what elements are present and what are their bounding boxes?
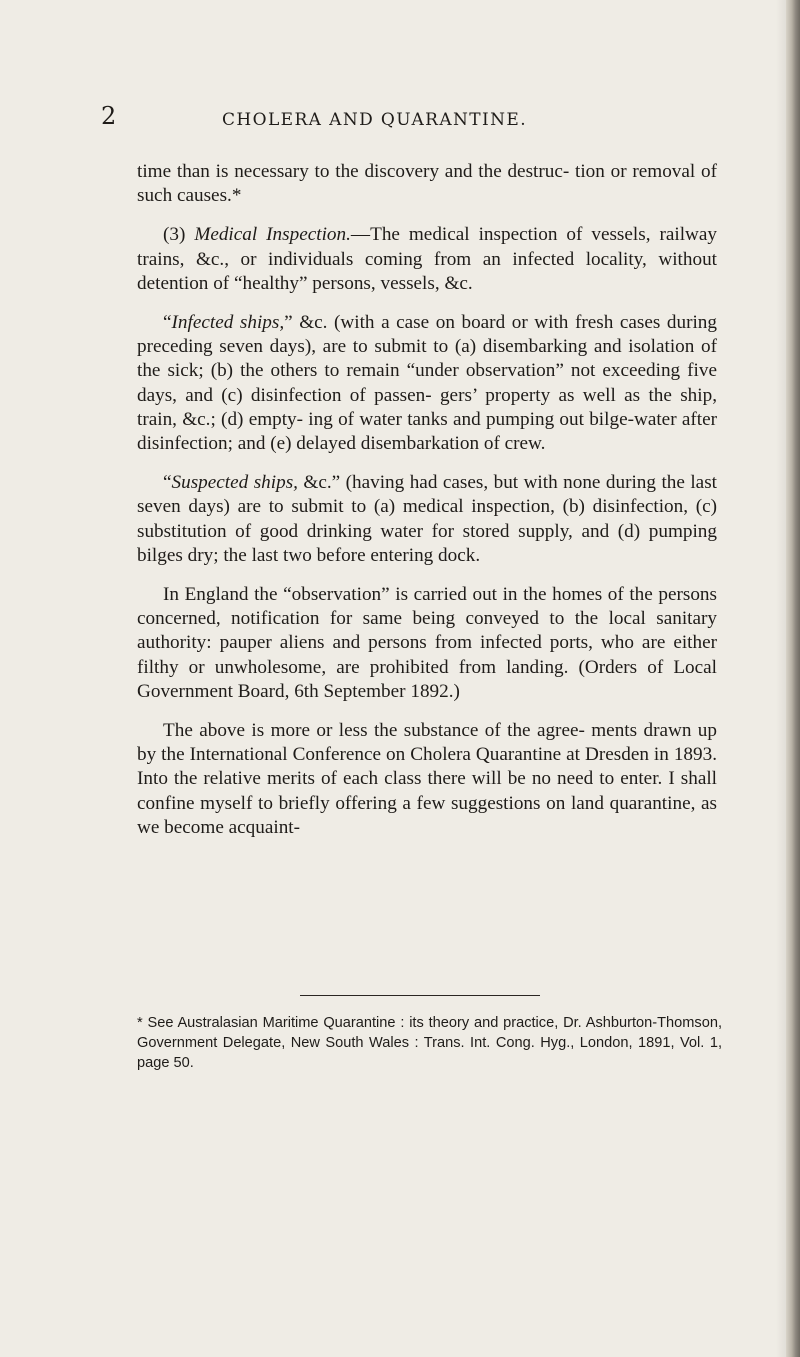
paragraph-conference: The above is more or less the substance of the agree- ments drawn up by the International Conference on Cholera Quarantine at Dresden in 1893. Into the relative merits of each class there will be no need to enter. I shall confine myself to briefly offering a few suggestions on land quarantine, as we become acquaint- — [137, 720, 717, 838]
body-text — [137, 160, 717, 855]
paragraph-suspected-ships — [137, 471, 717, 568]
page-edge — [786, 0, 800, 1357]
open-quote: “ — [163, 472, 172, 494]
paragraph-england: In England the “observation” is carried out in the homes of the persons concerned, notification for same being conveyed to the local sanitary authority: pauper aliens and persons from infected ports, who are either filthy or unwholesome, are prohibited from landing. (Orders of Local Government Board, 6th September 1892.) — [137, 584, 717, 702]
infected-ships-body: ” &c. (with a case on board or with fresh cases during preceding seven days), are to submit to (a) disembarking and isolation of the sick; (b) the others to remain “under observation” not exceeding five days, and (c) disinfection of passen- gers’ property as well as the ship, train, &c.; (d) empty- ing of water tanks and pumping out bilge-water after disinfection; and (e) delayed disembarkation of crew. — [137, 312, 717, 455]
section-number: (3) — [163, 224, 195, 246]
open-quote: “ — [163, 312, 172, 334]
section-heading-medical-inspection: Medical Inspection. — [194, 224, 351, 246]
paragraph-continuation: time than is necessary to the discovery and the destruc- tion or removal of such causes.* — [137, 161, 717, 207]
paragraph-infected-ships — [137, 311, 717, 456]
footnote-divider — [300, 995, 540, 996]
term-suspected-ships: Suspected ships, — [171, 472, 298, 494]
suspected-ships-body: &c.” (having had cases, but with none during the last seven days) are to submit to (a) medical inspection, (b) disinfection, (c) substitution of good drinking water for stored supply, and (d) pumping bilges dry; the last two before entering dock. — [137, 472, 717, 566]
running-head: CHOLERA AND QUARANTINE. — [222, 110, 528, 130]
medical-inspection-body: —The medical inspection of vessels, railway trains, &c., or individuals coming from an infected locality, without detention of “healthy” persons, vessels, &c. — [137, 224, 718, 294]
paragraph-medical-inspection — [137, 223, 717, 296]
page-number: 2 — [101, 102, 117, 130]
footnote: * See Australasian Maritime Quarantine : its theory and practice, Dr. Ashburton-Thomson, Government Delegate, New South Wales : Trans. Int. Cong. Hyg., London, 1891, Vol. 1, page 50. — [137, 1015, 722, 1071]
term-infected-ships: Infected ships, — [171, 312, 285, 334]
page-edge-shadow — [776, 0, 786, 1357]
